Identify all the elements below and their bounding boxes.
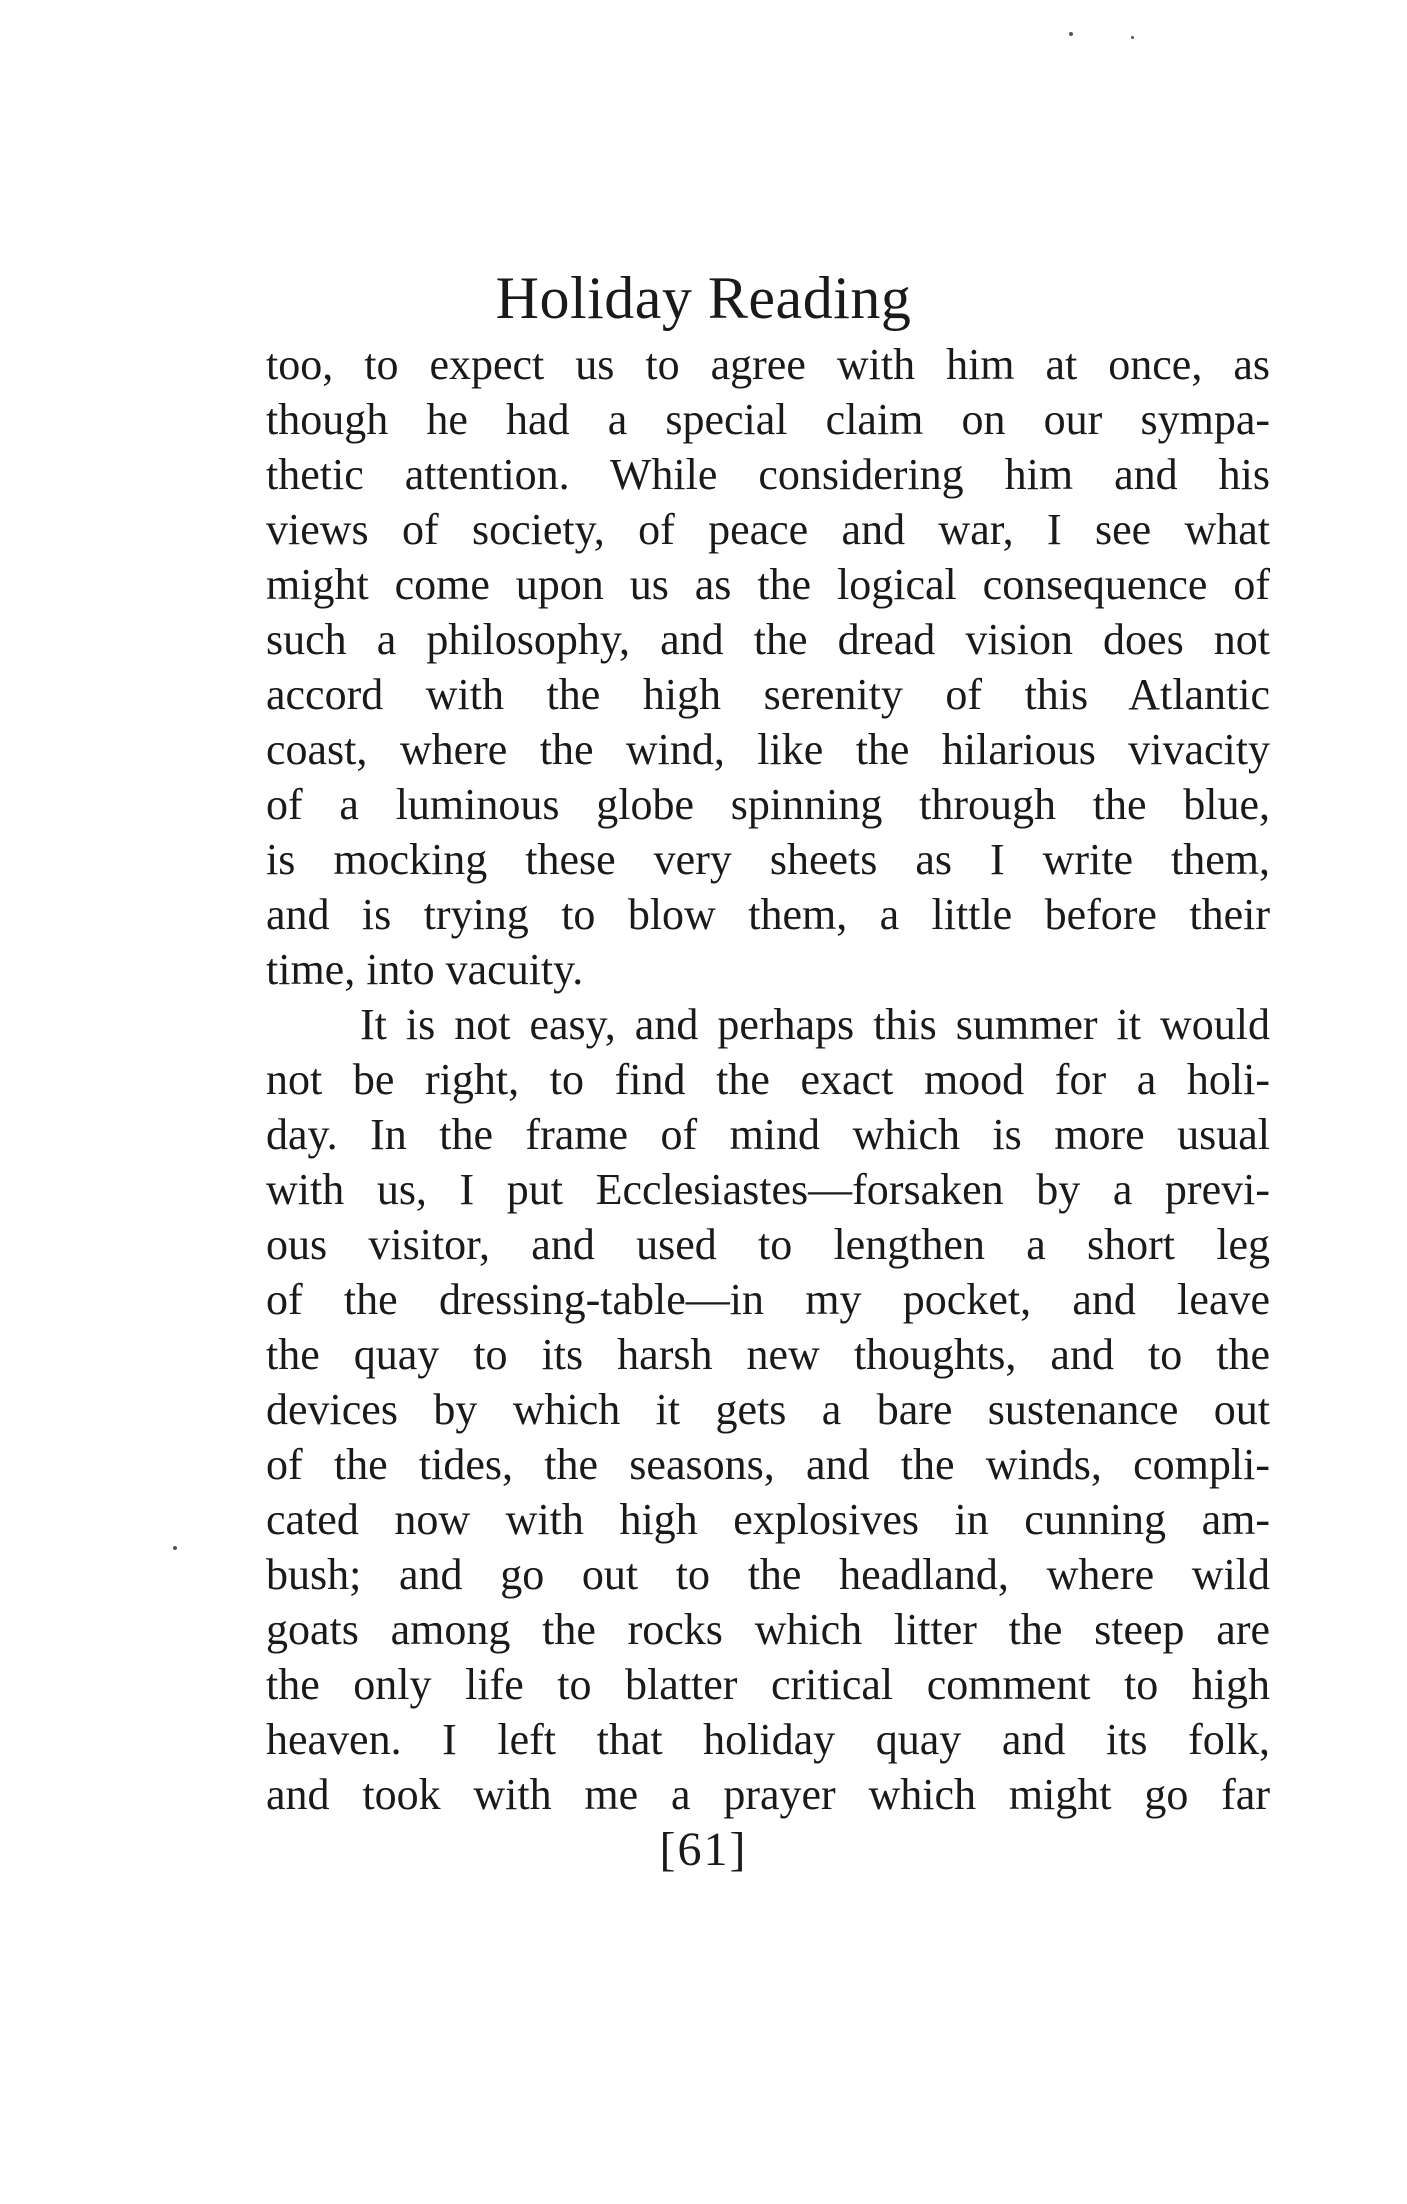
- text-line: ous visitor, and used to lengthen a short leg: [266, 1220, 1270, 1269]
- text-line: accord with the high serenity of this Atlantic: [266, 670, 1270, 719]
- body-text: [266, 337, 1270, 1822]
- text-line: might come upon us as the logical consequence of: [266, 560, 1270, 609]
- text-line: time, into vacuity.: [266, 945, 584, 994]
- text-line: cated now with high explosives in cunning am-: [266, 1495, 1270, 1544]
- speck-mark: [173, 1546, 177, 1550]
- text-line: not be right, to find the exact mood for a holi-: [266, 1055, 1270, 1104]
- text-line: heaven. I left that holiday quay and its folk,: [266, 1715, 1270, 1764]
- text-line: coast, where the wind, like the hilarious vivacity: [266, 725, 1270, 774]
- text-line: goats among the rocks which litter the steep are: [266, 1605, 1270, 1654]
- text-line: of the dressing-table—in my pocket, and leave: [266, 1275, 1270, 1324]
- text-line: and took with me a prayer which might go far: [266, 1770, 1270, 1819]
- text-line: such a philosophy, and the dread vision does not: [266, 615, 1270, 664]
- text-line: though he had a special claim on our sympa-: [266, 395, 1270, 444]
- text-line: of a luminous globe spinning through the blue,: [266, 780, 1270, 829]
- text-line: the only life to blatter critical comment to high: [266, 1660, 1270, 1709]
- speck-mark: [1131, 36, 1134, 39]
- running-head: Holiday Reading: [495, 265, 912, 331]
- text-line: thetic attention. While considering him and his: [266, 450, 1270, 499]
- text-line: is mocking these very sheets as I write them,: [266, 835, 1270, 884]
- page-number: [61]: [659, 1823, 748, 1876]
- speck-mark: [1069, 32, 1073, 36]
- text-line: of the tides, the seasons, and the winds, compli-: [266, 1440, 1270, 1489]
- text-line: devices by which it gets a bare sustenance out: [266, 1385, 1270, 1434]
- text-line: bush; and go out to the headland, where wild: [266, 1550, 1270, 1599]
- text-line: with us, I put Ecclesiastes—forsaken by a previ-: [266, 1165, 1270, 1214]
- text-line: the quay to its harsh new thoughts, and to the: [266, 1330, 1270, 1379]
- text-line: views of society, of peace and war, I see what: [266, 505, 1270, 554]
- text-line: It is not easy, and perhaps this summer it would: [360, 1000, 1270, 1049]
- text-line: day. In the frame of mind which is more usual: [266, 1110, 1270, 1159]
- text-line: and is trying to blow them, a little before their: [266, 890, 1270, 939]
- text-line: too, to expect us to agree with him at once, as: [266, 340, 1270, 389]
